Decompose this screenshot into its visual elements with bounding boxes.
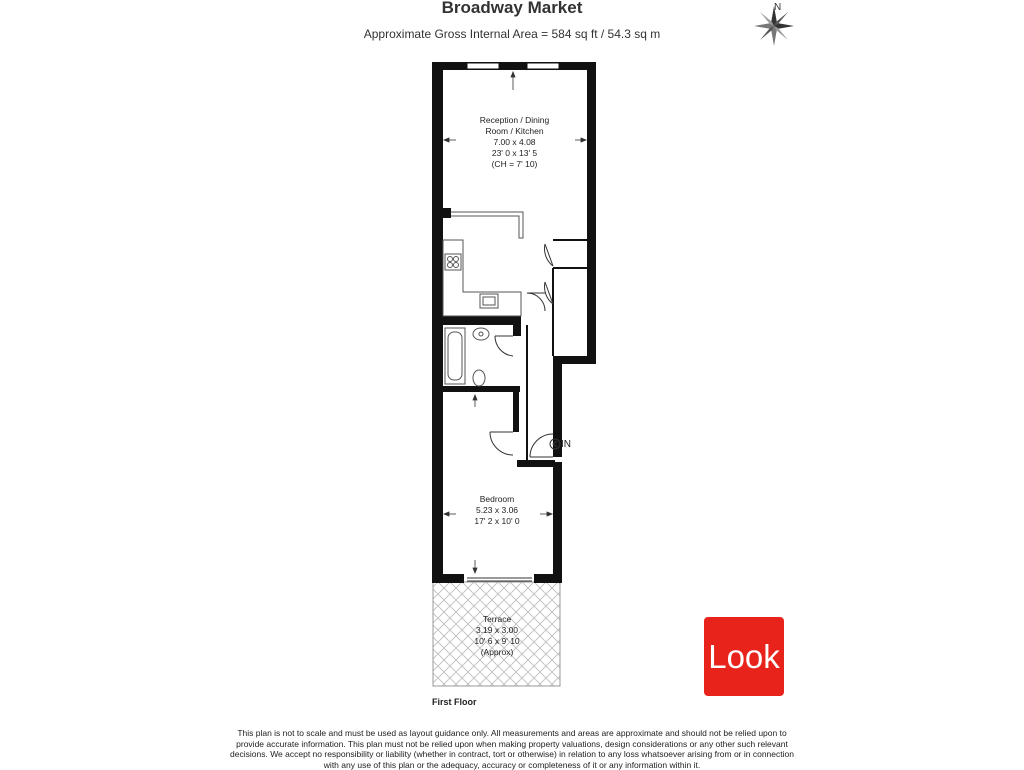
reception-metric: 7.00 x 4.08 bbox=[493, 137, 536, 147]
plan-title: Broadway Market bbox=[441, 0, 583, 17]
bathroom-fixtures bbox=[445, 328, 489, 386]
bedroom-imperial: 17' 2 x 10' 0 bbox=[474, 516, 520, 526]
terrace-note: (Approx) bbox=[480, 647, 514, 657]
floor-label: First Floor bbox=[432, 697, 477, 707]
reception-ceiling: (CH = 7' 10) bbox=[491, 159, 538, 169]
reception-name-1: Reception / Dining bbox=[479, 115, 550, 125]
bedroom-label bbox=[452, 494, 542, 527]
terrace-metric: 3.19 x 3.00 bbox=[475, 625, 519, 635]
terrace-imperial: 10' 6 x 9' 10 bbox=[474, 636, 520, 646]
compass-north-label: N bbox=[774, 2, 782, 13]
bedroom-name: Bedroom bbox=[479, 494, 515, 504]
disclaimer-text: This plan is not to scale and must be used as layout guidance only. All measurements and areas are approximate and should not be relied upon to provide accurate information. This plan must not be relied upon when making property valuations, design considerations or any other such relevant decisions. We accept no responsibility or liability (whether in contract, tort or otherwise) in relation to any loss whatsoever arising from or in connection with any use of this plan or the adequacy, accuracy or completeness of it or any information within it. bbox=[230, 728, 794, 770]
reception-imperial: 23' 0 x 13' 5 bbox=[491, 148, 538, 158]
entrance-label: IN bbox=[561, 439, 571, 450]
area-subtitle: Approximate Gross Internal Area = 584 sq ft / 54.3 sq m bbox=[363, 27, 661, 41]
look-logo: Look bbox=[704, 617, 784, 696]
bedroom-metric: 5.23 x 3.06 bbox=[475, 505, 519, 515]
terrace-label bbox=[450, 614, 544, 658]
reception-name-2: Room / Kitchen bbox=[485, 126, 544, 136]
terrace-name: Terrace bbox=[482, 614, 512, 624]
kitchen-units bbox=[443, 212, 523, 316]
reception-room-label bbox=[452, 115, 577, 170]
